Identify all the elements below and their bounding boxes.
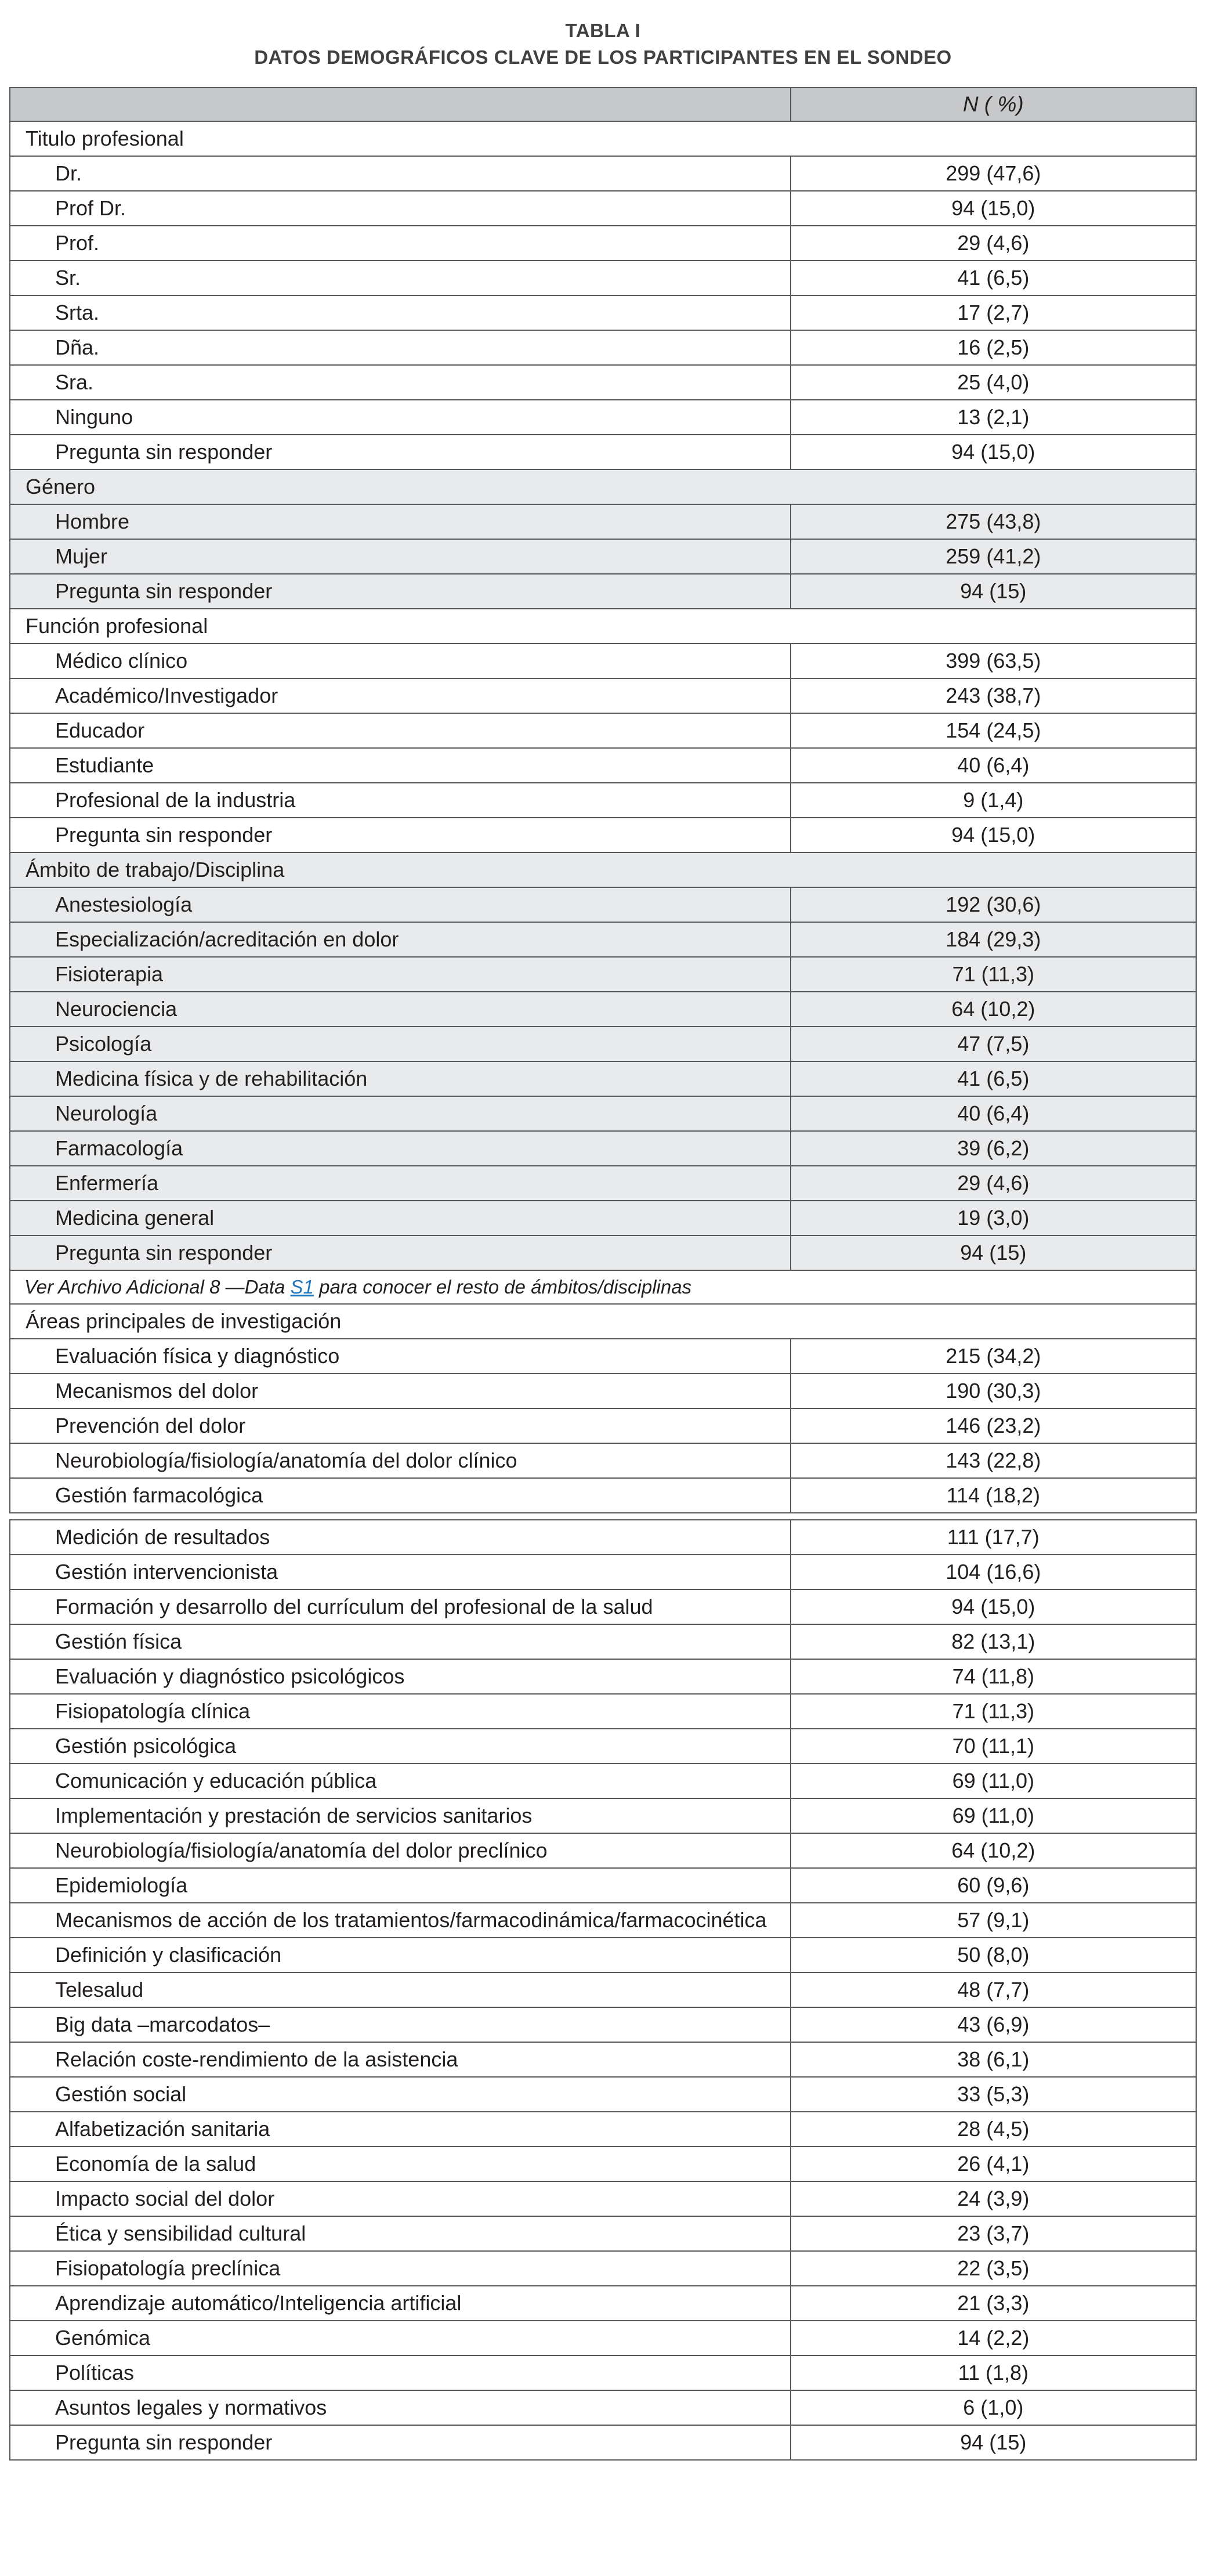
table-row <box>10 1027 1196 1061</box>
table-row <box>10 261 1196 295</box>
table-row <box>10 1520 1196 1555</box>
row-label: Impacto social del dolor <box>10 2181 791 2216</box>
page-break-gap-cell <box>10 1513 1196 1520</box>
row-label: Aprendizaje automático/​Inteligencia artificial <box>10 2286 791 2321</box>
row-label: Hombre <box>10 504 791 539</box>
row-label: Prof Dr. <box>10 191 791 226</box>
row-label: Ninguno <box>10 400 791 435</box>
row-label: Médico clínico <box>10 644 791 678</box>
table-row <box>10 2321 1196 2355</box>
row-label: Prevención del dolor <box>10 1408 791 1443</box>
row-label: Evaluación y diagnóstico psicológicos <box>10 1659 791 1694</box>
row-label: Pregunta sin responder <box>10 818 791 852</box>
row-value: 114 (18,2) <box>791 1478 1196 1513</box>
row-label: Sra. <box>10 365 791 400</box>
note-text-suffix: para conocer el resto de ámbitos/disciplinas <box>313 1276 692 1298</box>
row-value: 74 (11,8) <box>791 1659 1196 1694</box>
row-label: Políticas <box>10 2355 791 2390</box>
table-row <box>10 1798 1196 1833</box>
table-row <box>10 2251 1196 2286</box>
table-row <box>10 2181 1196 2216</box>
table-row <box>10 1868 1196 1903</box>
table-row <box>10 678 1196 713</box>
table-body <box>10 88 1196 2460</box>
table-row <box>10 644 1196 678</box>
table-row <box>10 2425 1196 2460</box>
row-label: Gestión social <box>10 2077 791 2112</box>
table-row <box>10 1729 1196 1764</box>
row-value: 33 (5,3) <box>791 2077 1196 2112</box>
row-label: Neurociencia <box>10 992 791 1027</box>
row-label: Relación coste-rendimiento de la asistencia <box>10 2042 791 2077</box>
table-row <box>10 1659 1196 1694</box>
row-value: 47 (7,5) <box>791 1027 1196 1061</box>
section-header-row <box>10 1304 1196 1339</box>
row-value: 215 (34,2) <box>791 1339 1196 1374</box>
table-row <box>10 365 1196 400</box>
table-row <box>10 1235 1196 1270</box>
row-value: 94 (15) <box>791 574 1196 609</box>
table-row <box>10 1374 1196 1408</box>
row-label: Formación y desarrollo del currículum del profesional de la salud <box>10 1589 791 1624</box>
row-value: 16 (2,5) <box>791 330 1196 365</box>
row-label: Neurobiología/​fisiología/​anatomía del dolor clínico <box>10 1443 791 1478</box>
table-row <box>10 435 1196 469</box>
table-row <box>10 1443 1196 1478</box>
row-label: Asuntos legales y normativos <box>10 2390 791 2425</box>
row-label: Definición y clasificación <box>10 1938 791 1972</box>
row-label: Economía de la salud <box>10 2147 791 2181</box>
row-value: 43 (6,9) <box>791 2007 1196 2042</box>
row-value: 21 (3,3) <box>791 2286 1196 2321</box>
row-value: 25 (4,0) <box>791 365 1196 400</box>
table-row <box>10 818 1196 852</box>
row-label: Gestión intervencionista <box>10 1555 791 1589</box>
section-label: Titulo profesional <box>10 121 1196 156</box>
section-label: Género <box>10 469 1196 504</box>
row-value: 9 (1,4) <box>791 783 1196 818</box>
table-row <box>10 2007 1196 2042</box>
row-value: 259 (41,2) <box>791 539 1196 574</box>
table-row <box>10 2355 1196 2390</box>
table-row <box>10 400 1196 435</box>
row-label: Sr. <box>10 261 791 295</box>
row-label: Gestión psicológica <box>10 1729 791 1764</box>
page-title: TABLA I <box>565 20 641 41</box>
row-value: 192 (30,6) <box>791 887 1196 922</box>
row-value: 154 (24,5) <box>791 713 1196 748</box>
row-label: Comunicación y educación pública <box>10 1764 791 1798</box>
table-row <box>10 1478 1196 1513</box>
row-value: 29 (4,6) <box>791 226 1196 261</box>
row-label: Gestión física <box>10 1624 791 1659</box>
row-label: Neurología <box>10 1096 791 1131</box>
row-label: Pregunta sin responder <box>10 435 791 469</box>
row-value: 17 (2,7) <box>791 295 1196 330</box>
row-label: Gestión farmacológica <box>10 1478 791 1513</box>
table-row <box>10 1764 1196 1798</box>
table-row <box>10 2112 1196 2147</box>
table-row <box>10 992 1196 1027</box>
table-row <box>10 156 1196 191</box>
row-value: 22 (3,5) <box>791 2251 1196 2286</box>
table-row <box>10 957 1196 992</box>
table-row <box>10 713 1196 748</box>
table-row <box>10 295 1196 330</box>
row-value: 40 (6,4) <box>791 1096 1196 1131</box>
row-value: 399 (63,5) <box>791 644 1196 678</box>
row-label: Especialización/​acreditación en dolor <box>10 922 791 957</box>
row-value: 94 (15) <box>791 1235 1196 1270</box>
row-value: 38 (6,1) <box>791 2042 1196 2077</box>
row-label: Estudiante <box>10 748 791 783</box>
section-label: Áreas principales de investigación <box>10 1304 1196 1339</box>
row-value: 6 (1,0) <box>791 2390 1196 2425</box>
table-row <box>10 226 1196 261</box>
table-row <box>10 1694 1196 1729</box>
row-value: 111 (17,7) <box>791 1520 1196 1555</box>
table-row <box>10 1833 1196 1868</box>
row-label: Big data –marcodatos– <box>10 2007 791 2042</box>
row-value: 29 (4,6) <box>791 1166 1196 1201</box>
table-row <box>10 1096 1196 1131</box>
row-value: 94 (15) <box>791 2425 1196 2460</box>
row-label: Epidemiología <box>10 1868 791 1903</box>
row-label: Farmacología <box>10 1131 791 1166</box>
table-caption <box>9 17 1197 71</box>
row-label: Pregunta sin responder <box>10 574 791 609</box>
table-row <box>10 1339 1196 1374</box>
row-value: 94 (15,0) <box>791 1589 1196 1624</box>
row-label: Anestesiología <box>10 887 791 922</box>
row-value: 26 (4,1) <box>791 2147 1196 2181</box>
row-value: 82 (13,1) <box>791 1624 1196 1659</box>
row-value: 299 (47,6) <box>791 156 1196 191</box>
row-value: 39 (6,2) <box>791 1131 1196 1166</box>
row-value: 275 (43,8) <box>791 504 1196 539</box>
row-label: Srta. <box>10 295 791 330</box>
table-row <box>10 330 1196 365</box>
table-row <box>10 191 1196 226</box>
row-label: Dr. <box>10 156 791 191</box>
row-value: 60 (9,6) <box>791 1868 1196 1903</box>
row-value: 28 (4,5) <box>791 2112 1196 2147</box>
table-row <box>10 1938 1196 1972</box>
section-header-row <box>10 469 1196 504</box>
row-value: 94 (15,0) <box>791 435 1196 469</box>
section-label: Función profesional <box>10 609 1196 644</box>
row-label: Neurobiología/​fisiología/​anatomía del dolor preclínico <box>10 1833 791 1868</box>
row-value: 190 (30,3) <box>791 1374 1196 1408</box>
row-label: Prof. <box>10 226 791 261</box>
page-subtitle: DATOS DEMOGRÁFICOS CLAVE DE LOS PARTICIPANTES EN EL SONDEO <box>254 46 952 68</box>
row-label: Alfabetización sanitaria <box>10 2112 791 2147</box>
row-value: 13 (2,1) <box>791 400 1196 435</box>
row-label: Genómica <box>10 2321 791 2355</box>
table-row <box>10 2216 1196 2251</box>
row-label: Enfermería <box>10 1166 791 1201</box>
row-value: 143 (22,8) <box>791 1443 1196 1478</box>
row-value: 64 (10,2) <box>791 1833 1196 1868</box>
row-label: Fisiopatología clínica <box>10 1694 791 1729</box>
row-label: Pregunta sin responder <box>10 2425 791 2460</box>
row-label: Mecanismos del dolor <box>10 1374 791 1408</box>
table-row <box>10 887 1196 922</box>
row-label: Medicina física y de rehabilitación <box>10 1061 791 1096</box>
table-row <box>10 574 1196 609</box>
row-label: Fisioterapia <box>10 957 791 992</box>
table-row <box>10 748 1196 783</box>
table-header-row <box>10 88 1196 121</box>
table-row <box>10 1061 1196 1096</box>
table-row <box>10 1408 1196 1443</box>
row-label: Implementación y prestación de servicios sanitarios <box>10 1798 791 1833</box>
row-value: 40 (6,4) <box>791 748 1196 783</box>
row-value: 50 (8,0) <box>791 1938 1196 1972</box>
table-row <box>10 1624 1196 1659</box>
demographics-table <box>9 87 1197 2461</box>
row-value: 11 (1,8) <box>791 2355 1196 2390</box>
row-label: Educador <box>10 713 791 748</box>
row-value: 48 (7,7) <box>791 1972 1196 2007</box>
table-row <box>10 2147 1196 2181</box>
row-value: 19 (3,0) <box>791 1201 1196 1235</box>
section-header-row <box>10 121 1196 156</box>
row-value: 57 (9,1) <box>791 1903 1196 1938</box>
section-label: Ámbito de trabajo/Disciplina <box>10 852 1196 887</box>
row-label: Telesalud <box>10 1972 791 2007</box>
table-row <box>10 2077 1196 2112</box>
row-value: 64 (10,2) <box>791 992 1196 1027</box>
table-row <box>10 1589 1196 1624</box>
row-value: 23 (3,7) <box>791 2216 1196 2251</box>
row-label: Mecanismos de acción de los tratamientos/​farmacodinámica/​farmacocinética <box>10 1903 791 1938</box>
table-row <box>10 1903 1196 1938</box>
row-label: Evaluación física y diagnóstico <box>10 1339 791 1374</box>
column-header-n-pct: N ( %) <box>791 88 1196 121</box>
row-value: 184 (29,3) <box>791 922 1196 957</box>
row-value: 94 (15,0) <box>791 191 1196 226</box>
row-label: Ética y sensibilidad cultural <box>10 2216 791 2251</box>
row-label: Medición de resultados <box>10 1520 791 1555</box>
row-value: 71 (11,3) <box>791 1694 1196 1729</box>
row-label: Mujer <box>10 539 791 574</box>
row-label: Académico/​Investigador <box>10 678 791 713</box>
row-value: 41 (6,5) <box>791 1061 1196 1096</box>
row-label: Fisiopatología preclínica <box>10 2251 791 2286</box>
page-break-gap <box>10 1513 1196 1520</box>
table-row <box>10 539 1196 574</box>
row-value: 14 (2,2) <box>791 2321 1196 2355</box>
section-header-row <box>10 852 1196 887</box>
s1-link[interactable]: S1 <box>290 1276 314 1298</box>
note-row <box>10 1270 1196 1304</box>
table-row <box>10 1166 1196 1201</box>
note-text-prefix: Ver Archivo Adicional 8 —Data <box>24 1276 291 1298</box>
note-cell <box>10 1270 1196 1304</box>
table-row <box>10 783 1196 818</box>
table-row <box>10 1555 1196 1589</box>
row-label: Medicina general <box>10 1201 791 1235</box>
row-label: Pregunta sin responder <box>10 1235 791 1270</box>
row-value: 146 (23,2) <box>791 1408 1196 1443</box>
row-label: Profesional de la industria <box>10 783 791 818</box>
row-value: 243 (38,7) <box>791 678 1196 713</box>
row-value: 71 (11,3) <box>791 957 1196 992</box>
row-value: 104 (16,6) <box>791 1555 1196 1589</box>
table-row <box>10 2286 1196 2321</box>
header-empty-cell <box>10 88 791 121</box>
row-value: 70 (11,1) <box>791 1729 1196 1764</box>
row-value: 41 (6,5) <box>791 261 1196 295</box>
row-value: 69 (11,0) <box>791 1764 1196 1798</box>
table-row <box>10 1972 1196 2007</box>
table-row <box>10 2042 1196 2077</box>
table-row <box>10 922 1196 957</box>
table-row <box>10 504 1196 539</box>
row-value: 24 (3,9) <box>791 2181 1196 2216</box>
table-row <box>10 2390 1196 2425</box>
row-label: Psicología <box>10 1027 791 1061</box>
row-label: Dña. <box>10 330 791 365</box>
row-value: 94 (15,0) <box>791 818 1196 852</box>
section-header-row <box>10 609 1196 644</box>
table-row <box>10 1131 1196 1166</box>
table-row <box>10 1201 1196 1235</box>
row-value: 69 (11,0) <box>791 1798 1196 1833</box>
